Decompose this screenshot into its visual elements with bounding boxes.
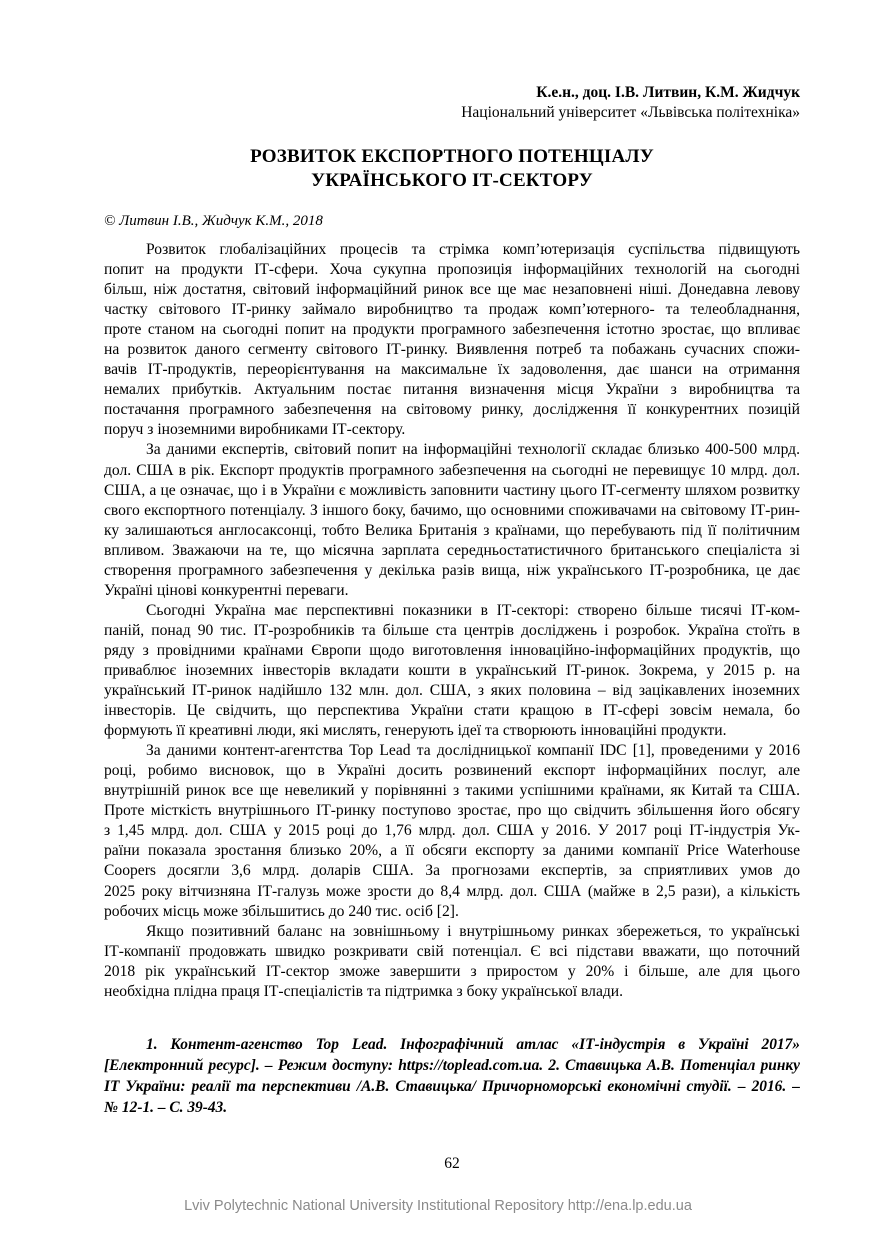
paragraph-line: США, а це означає, що і в України є можливість заповнити частину цього ІТ-сегменту шляхом розвитку [104,481,800,499]
reference-line: [Електронний ресурс]. – Режим доступу: https://toplead.com.ua. 2. Ставицька А.В. Потенціал ринку [104,1057,800,1074]
paragraph-line: приваблює іноземних інвесторів вкладати кошти в український ІТ-ринок. Зокрема, у 2015 р. на [104,661,800,679]
paragraph-line: постачання програмного забезпечення на світовому ринку, дослідження її конкурентних позицій [104,401,800,419]
paragraph-line: проте станом на сьогодні попит на продукти програмного забезпечення істотно зростає, що впливає [104,321,800,339]
paragraph-line: більш, ніж достатня, світовий інформаційний ринок все ще має незаповнені ніші. Донедавна левову [104,281,800,299]
paragraph-line: попит на продукти ІТ-сфери. Хоча сукупна пропозиція інформаційних технологій на сьогодні [104,261,800,279]
copyright-notice: © Литвин І.В., Жидчук К.М., 2018 [104,213,323,229]
paragraph-line: внутрішній ринок все ще невеликий у порівнянні з такими успішними країнами, як Китай та США. [104,782,800,800]
paragraph-line: Проте місткість внутрішнього ІТ-ринку поступово зростає, про що свідчить збільшення його обсягу [104,802,800,820]
paragraph-line: паній, понад 90 тис. ІТ-розробників та більше ста центрів досліджень і розробок. Україна стоїть в [104,621,800,639]
paragraph [104,922,800,1002]
paragraph-line: дол. США в рік. Експорт продуктів програмного забезпечення на сьогодні не перевищує 10 млрд. дол. [104,461,800,479]
paragraph-line: раїни показала зростання близько 20%, а її обсяги експорту за даними компанії Price Waterhouse [104,842,800,860]
article-body [104,240,800,1002]
paragraph-line: За даними експертів, світовий попит на інформаційні технології складає близько 400-500 млрд. [146,441,800,459]
paragraph-line: на розвиток даного сегменту світового ІТ-ринку. Виявлення потреб та побажань сучасних спожи- [104,341,800,359]
paragraph-line: робочих місць може збільшитись до 240 тис. осіб [2]. [104,902,459,920]
paragraph-line: році, робимо висновок, що в Україні досить розвинений експорт інформаційних послуг, але [104,762,800,780]
paragraph-line: Сьогодні Україна має перспективні показники в ІТ-секторі: створено більше тисячі ІТ-ком- [146,601,800,619]
paragraph [104,741,800,921]
paragraph-line: немалих прибутків. Актуальним постає питання визначення місця України з виробництва та [104,381,800,399]
paragraph-line: інвесторів. Це свідчить, що перспектива України стати кращою в ІТ-сфері зовсім немала, бо [104,702,800,720]
reference-line: ІТ України: реалії та перспективи /А.В. Ставицька/ Причорноморські економічні студії. – 2016. – [104,1078,800,1095]
paragraph-line: необхідна плідна праця ІТ-спеціалістів та підтримка з боку української влади. [104,982,624,1000]
paragraph-line: ряду з провідними країнами Європи щодо виготовлення інноваційно-інформаційних продуктів, що [104,641,800,659]
references [104,1034,800,1118]
paragraph-line: український ІТ-ринок надійшло 132 млн. дол. США, з яких половина – від зацікавлених іноземних [104,682,800,700]
reference-line: № 12-1. – С. 39-43. [104,1099,228,1116]
paragraph-line: Coopers досягли 3,6 млрд. доларів США. За прогнозами експертів, за сприятливих умов до [104,862,800,880]
paragraph-line: За даними контент-агентства Top Lead та дослідницької компанії IDC [1], проведеними у 2016 [146,742,800,760]
paragraph-line: впливом. Зважаючи на те, що місячна зарплата середньостатистичного британського спеціаліста зі [104,541,800,559]
paragraph-line: Розвиток глобалізаційних процесів та стрімка комп’ютеризація суспільства підвищують [146,241,800,258]
repository-footer: Lviv Polytechnic National University Institutional Repository http://ena.lp.edu.ua [184,1198,692,1214]
paragraph-line: свого експортного потенціалу. З іншого боку, бачимо, що основними споживачами на світовому ІТ-рин- [104,501,800,519]
affiliation: Національний університет «Львівська політехніка» [461,104,800,121]
paragraph-line: з 1,45 млрд. дол. США у 2015 році до 1,76 млрд. дол. США у 2016. У 2017 році ІТ-індустрія Ук- [104,822,800,840]
paragraph [104,240,800,440]
paragraph-line: створення програмного забезпечення у декілька разів вища, ніж українського ІТ-розробника, це дає [104,561,800,579]
paragraph-line: вачів ІТ-продуктів, переорієнтування на максимальне їх задоволення, дає шанси на отримання [104,361,800,379]
paragraph-line: поруч з іноземними виробниками ІТ-сектору. [104,421,406,439]
author-line: К.е.н., доц. І.В. Литвин, К.М. Жидчук [536,84,800,101]
reference-line: 1. Контент-агенство Top Lead. Інфографічний атлас «ІТ-індустрія в Україні 2017» [146,1036,800,1053]
paragraph-line: ІТ-компанії продовжать швидко розкривати свій потенціал. Є всі підстави вважати, що поточний [104,942,800,960]
article-title-line-2: УКРАЇНСЬКОГО ІТ-СЕКТОРУ [311,170,593,191]
paragraph-line: Україні цінові конкурентні переваги. [104,581,349,599]
paragraph [104,440,800,600]
page-number: 62 [444,1155,460,1172]
paragraph-line: формують її креативні люди, які мислять, генерують ідеї та створюють інноваційні продукти. [104,722,727,740]
paragraph-line: 2025 року вітчизняна ІТ-галузь може зрости до 8,4 млрд. дол. США (майже в 2,5 рази), а кількість [104,882,800,900]
paragraph-line: ку залишаються англосаксонці, тобто Велика Британія з країнами, що перебувають під її політичним [104,521,800,539]
paragraph-line: Якщо позитивний баланс на зовнішньому і внутрішньому ринках збережеться, то українські [146,922,800,940]
paragraph-line: 2018 рік український ІТ-сектор зможе завершити з приростом у 20% і більше, але для цього [104,962,800,980]
paragraph [104,601,800,741]
article-title-line-1: РОЗВИТОК ЕКСПОРТНОГО ПОТЕНЦІАЛУ [250,146,654,167]
paragraph-line: частку світового ІТ-ринку займало виробництво та продаж комп’ютерного- та телеобладнання, [104,301,800,319]
